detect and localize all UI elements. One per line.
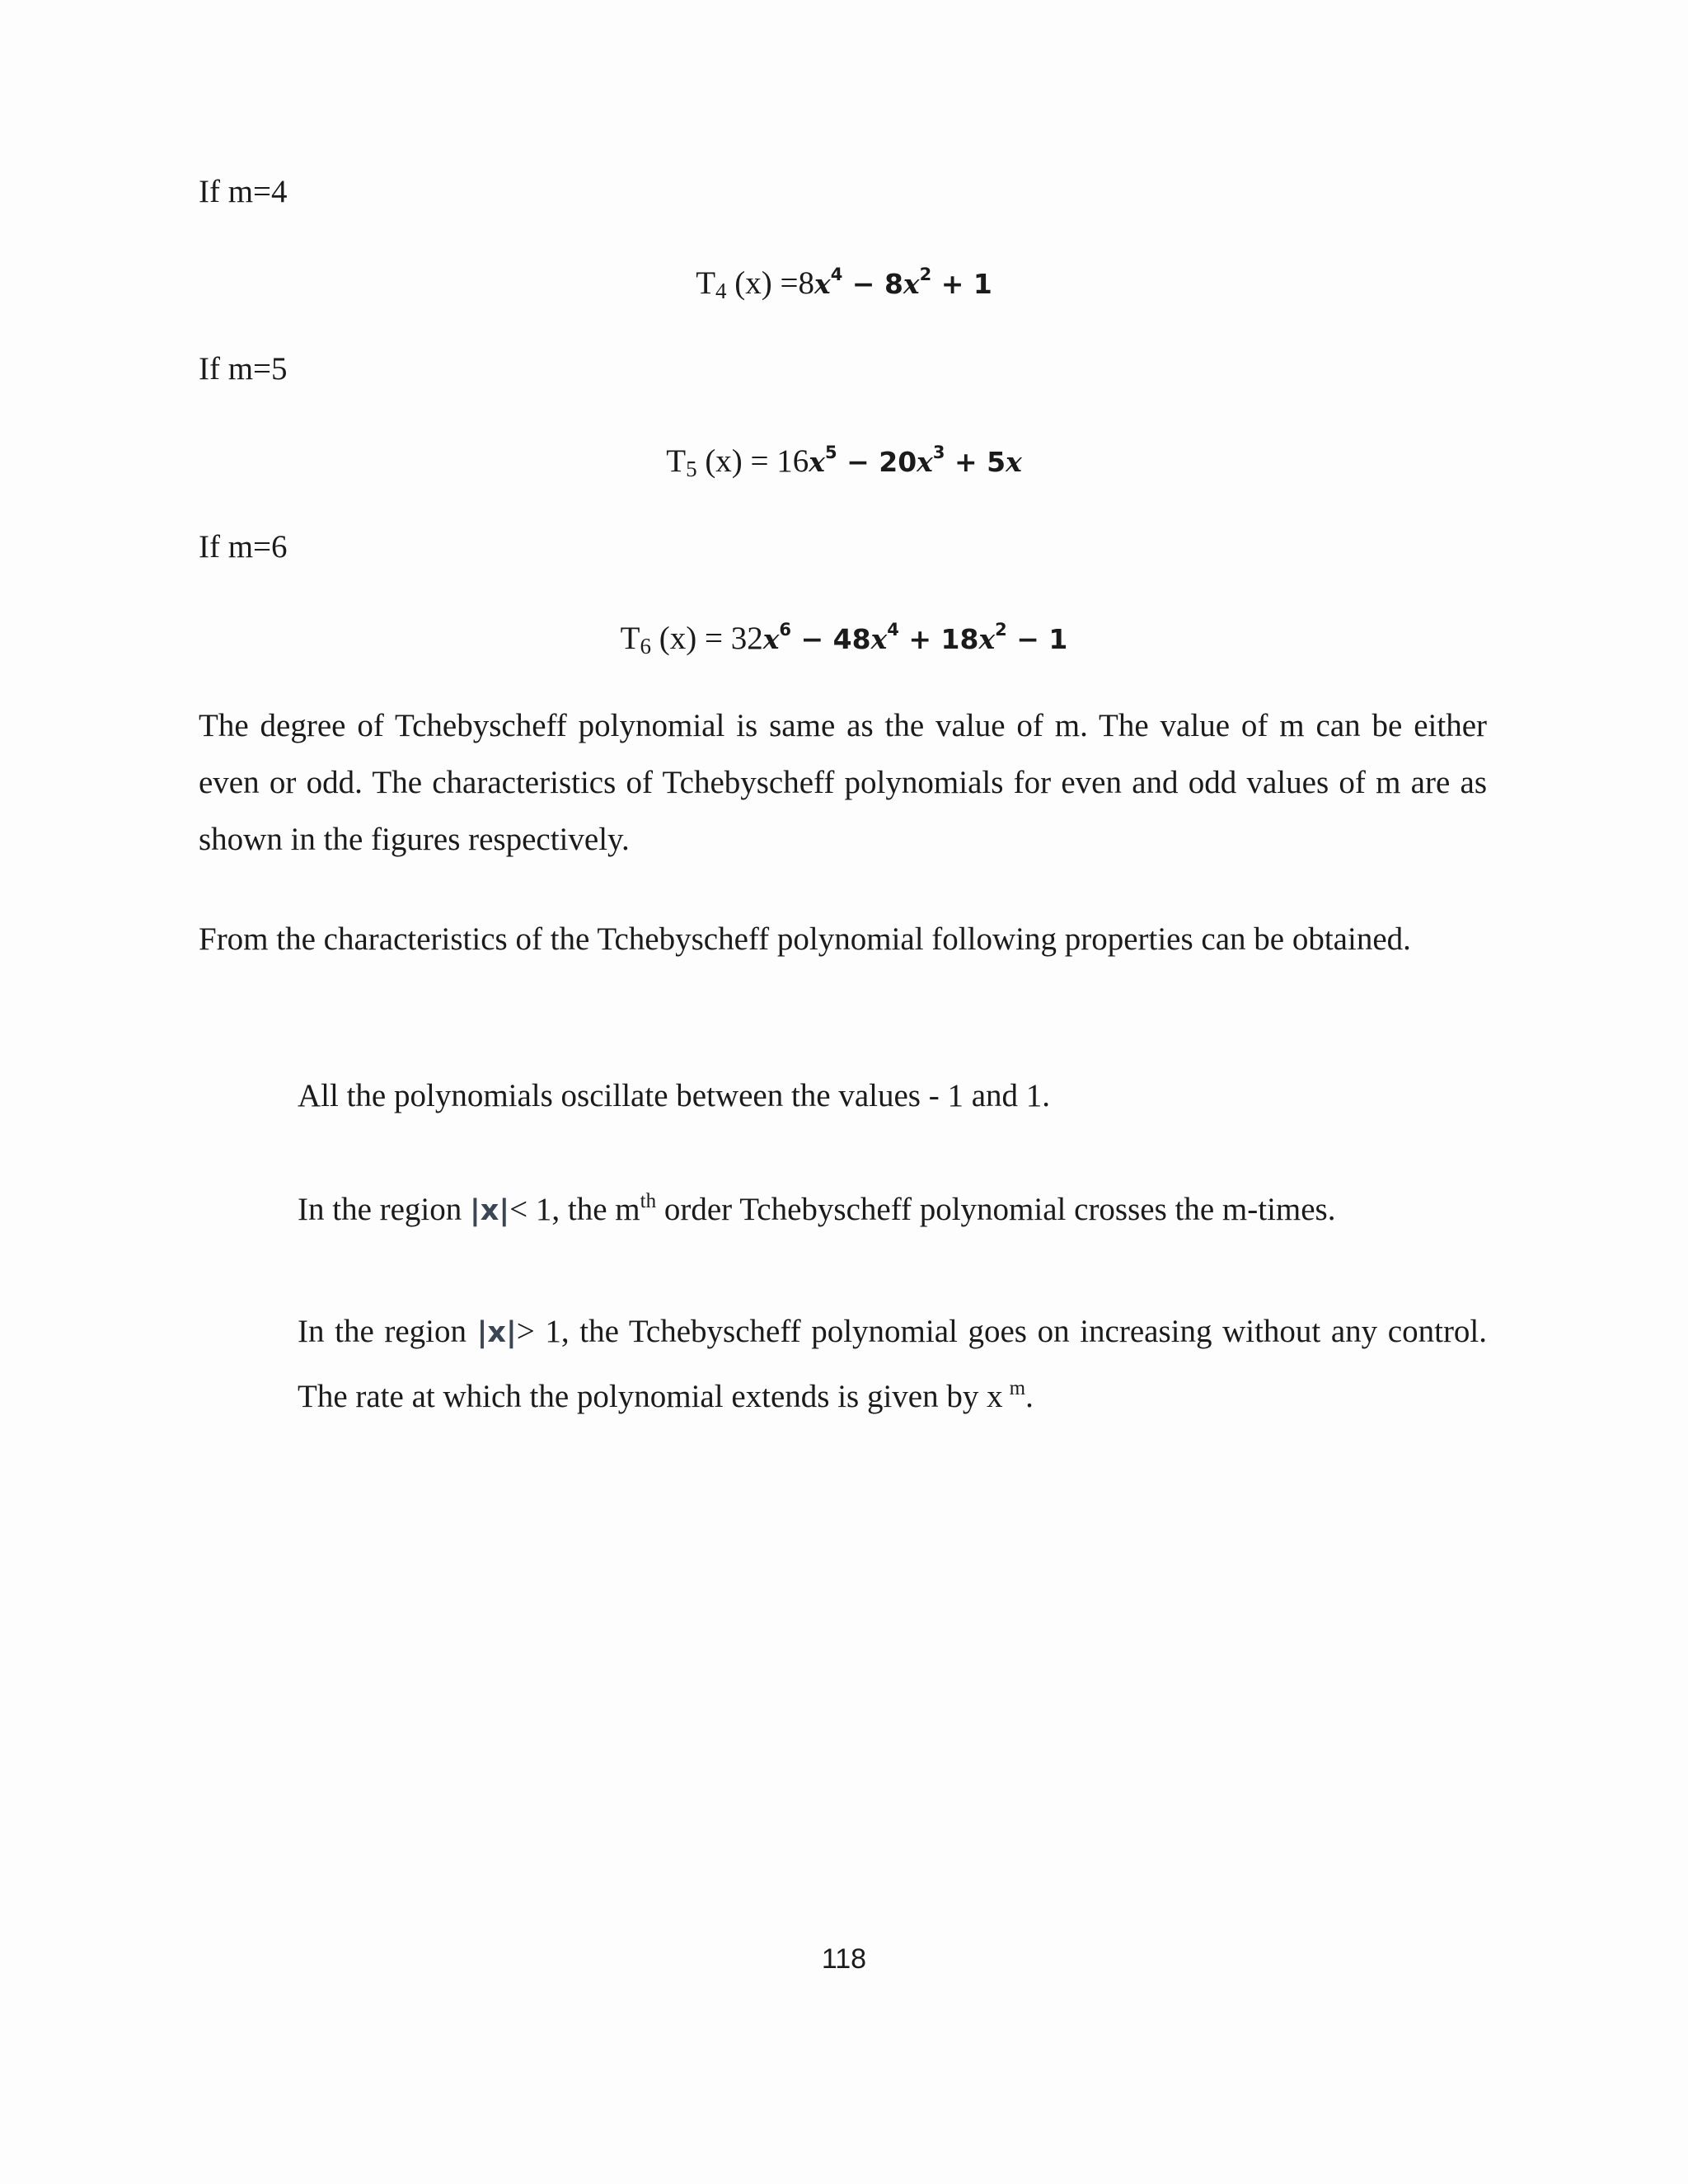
variable-x: x (917, 446, 933, 478)
equation-t5 (0, 435, 1688, 490)
variable-x: x (809, 446, 825, 478)
case-label-m6: If m=6 (199, 529, 288, 565)
case-label-m4: If m=4 (199, 174, 288, 209)
property-item-growth: In the region |x|> 1, the Tchebyscheff polynomial goes on increasing without any control. The rate at which the polynomial extends is given by x $^m$. (298, 1314, 1488, 1414)
exponent: 5 (824, 443, 837, 462)
exponent: 3 (932, 443, 945, 462)
equation-t4-rhs (814, 265, 992, 300)
equation-t4 (0, 257, 1688, 312)
equation-t6-rhs (762, 620, 1068, 655)
abs-x-symbol: |x| (476, 1316, 517, 1349)
equation-t5-rhs (809, 443, 1022, 478)
equation-t6 (0, 612, 1688, 667)
variable-x: x (978, 623, 996, 655)
equation-term: − 1 (1006, 623, 1068, 655)
equation-term: + 5 (945, 446, 1006, 478)
property-item-oscillate: All the polynomials oscillate between the values - 1 and 1. (298, 1078, 1051, 1113)
variable-x: x (870, 623, 888, 655)
exponent: 4 (887, 620, 899, 640)
equation-term: + 1 (931, 268, 992, 300)
equation-term: − 48 (791, 623, 871, 655)
equation-t4-lhs: $T_4$ (x) =8 (696, 265, 814, 303)
case-label-m5: If m=5 (199, 351, 288, 387)
variable-x: x (1006, 446, 1022, 478)
equation-term: + 18 (898, 623, 979, 655)
paragraph-properties: From the characteristics of the Tchebyscheff polynomial following properties can be obtained. (199, 921, 1411, 957)
exponent: 4 (830, 265, 843, 284)
variable-x: x (814, 268, 831, 300)
paragraph-degree: The degree of Tchebyscheff polynomial is same as the value of m. The value of m can be either even or odd. The characteristics of Tchebyscheff polynomials for even and odd values of m are as shown in the figures respectively. (199, 708, 1487, 857)
exponent: 6 (779, 620, 792, 640)
equation-t5-lhs: $T_5$ (x) = 16 (666, 443, 809, 481)
variable-x: x (762, 623, 780, 655)
equation-term: − 8 (842, 268, 903, 300)
exponent: 2 (919, 265, 932, 284)
equation-t6-lhs: $T_6$ (x) = 32 (620, 621, 763, 658)
property-item-crossings: In the region |x|< 1, the $m^{th}$ order Tchebyscheff polynomial crosses the m-times. (298, 1190, 1336, 1227)
exponent: 2 (995, 620, 1007, 640)
equation-term: − 20 (837, 446, 917, 478)
abs-x-symbol: |x| (470, 1194, 510, 1227)
variable-x: x (903, 268, 920, 300)
page-number: 118 (821, 1943, 867, 1975)
